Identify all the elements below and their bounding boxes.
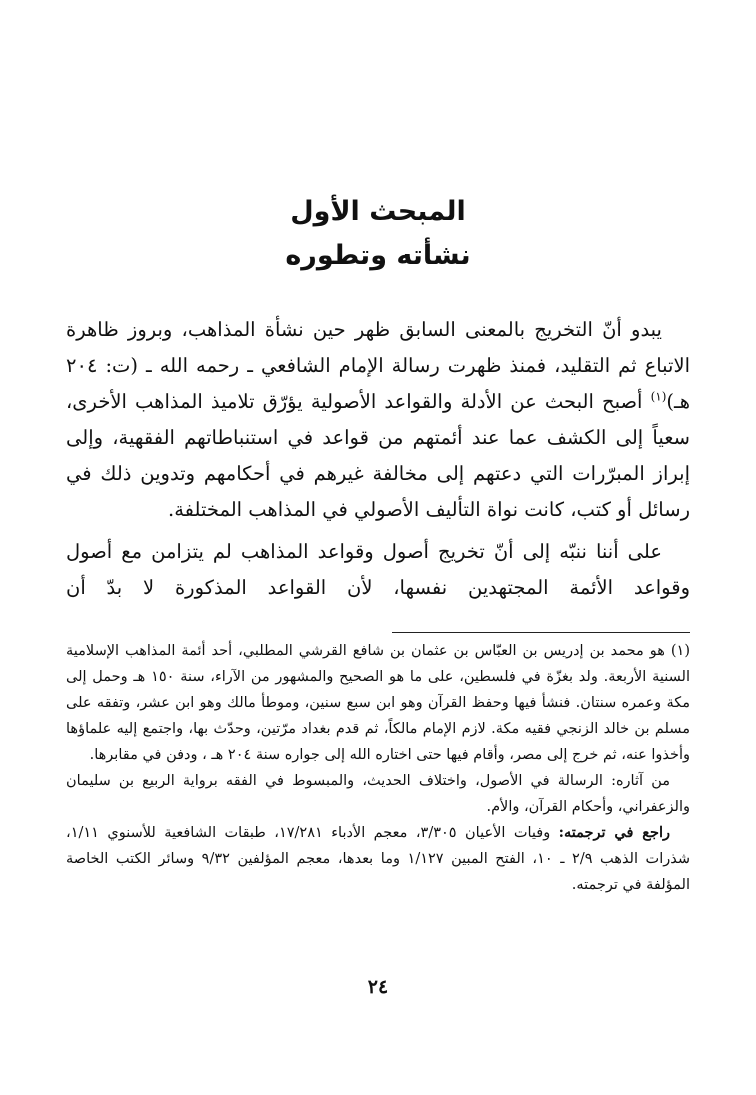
body-paragraph-1-start: يبدو أنّ التخريج بالمعنى السابق ظهر حين نشأة المذاهب، وبروز ظاهرة الاتباع ثم التقليد، فمنذ ظهرت رسالة الإمام الشافعي ـ رحمه الله ـ (ت: ٢٠٤ هـ) bbox=[66, 318, 690, 413]
body-paragraph-1 bbox=[66, 312, 690, 528]
footnote-paragraph-1 bbox=[66, 638, 690, 768]
footnote-paragraph-2: من آثاره: الرسالة في الأصول، واختلاف الحديث، والمبسوط في الفقه برواية الربيع بن سليمان والزعفراني، وأحكام القرآن، والأم. bbox=[66, 773, 690, 815]
section-title: المبحث الأول bbox=[290, 196, 466, 227]
section-subtitle: نشأته وتطوره bbox=[285, 240, 471, 271]
footnote-references-label: راجع في ترجمته: bbox=[558, 824, 670, 841]
body-paragraph-1-end: أصبح البحث عن الأدلة والقواعد الأصولية يؤرّق تلاميذ المذاهب الأخرى، سعياً إلى الكشف عما عند أئمتهم من قواعد في استنباطاتهم الفقهية، وإلى إبراز المبرّرات التي دعتهم إلى مخالفة غيرهم في أحكامهم وتدوين ذلك في رسائل أو كتب، كانت نواة التأليف الأصولي في المذاهب المختلفة. bbox=[66, 390, 690, 521]
footnote-reference: (١) bbox=[650, 389, 667, 404]
body-paragraph-2: على أننا ننبّه إلى أنّ تخريج أصول وقواعد المذاهب لم يتزامن مع أصول وقواعد الأئمة المجتهدين نفسها، لأن القواعد المذكورة لا بدّ أن bbox=[66, 540, 690, 599]
body-text bbox=[66, 312, 690, 606]
footnote-marker: (١) bbox=[670, 643, 691, 659]
page-number: ٢٤ bbox=[367, 976, 389, 998]
section-heading bbox=[0, 190, 756, 278]
footnote-text-1: هو محمد بن إدريس بن العبّاس بن عثمان بن شافع القرشي المطلبي، أحد أئمة المذاهب الإسلامية السنية الأربعة. ولد بغزّة في فلسطين، على ما هو الصحيح والمشهور من الآراء، سنة ١٥٠ هـ وحمل إلى مكة وعمره سنتان. فنشأ فيها وحفظ القرآن وهو ابن سبع سنين، وموطأ مالك وهو ابن عشر، وتفقه على مسلم بن خالد الزنجي فقيه مكة. لازم الإمام مالكاً، ثم قدم بغداد مرّتين، وحدّث بها، واجتمع إليه علماؤها وأخذوا عنه، ثم خرج إلى مصر، وأقام فيها حتى اختاره الله إلى جواره سنة ٢٠٤ هـ ، ودفن في مقابرها. bbox=[66, 643, 690, 763]
footnote-divider bbox=[392, 632, 690, 633]
footnote-paragraph-3 bbox=[66, 820, 690, 898]
footnotes bbox=[66, 638, 690, 898]
footnote-references-text: وفيات الأعيان ٣/٣٠٥، معجم الأدباء ١٧/٢٨١، طبقات الشافعية للأسنوي ١/١١، شذرات الذهب ٢/٩ ـ ١٠، الفتح المبين ١/١٢٧ وما بعدها، معجم المؤلفين ٩/٣٢ وسائر الكتب الخاصة المؤلفة في ترجمته. bbox=[66, 825, 690, 893]
